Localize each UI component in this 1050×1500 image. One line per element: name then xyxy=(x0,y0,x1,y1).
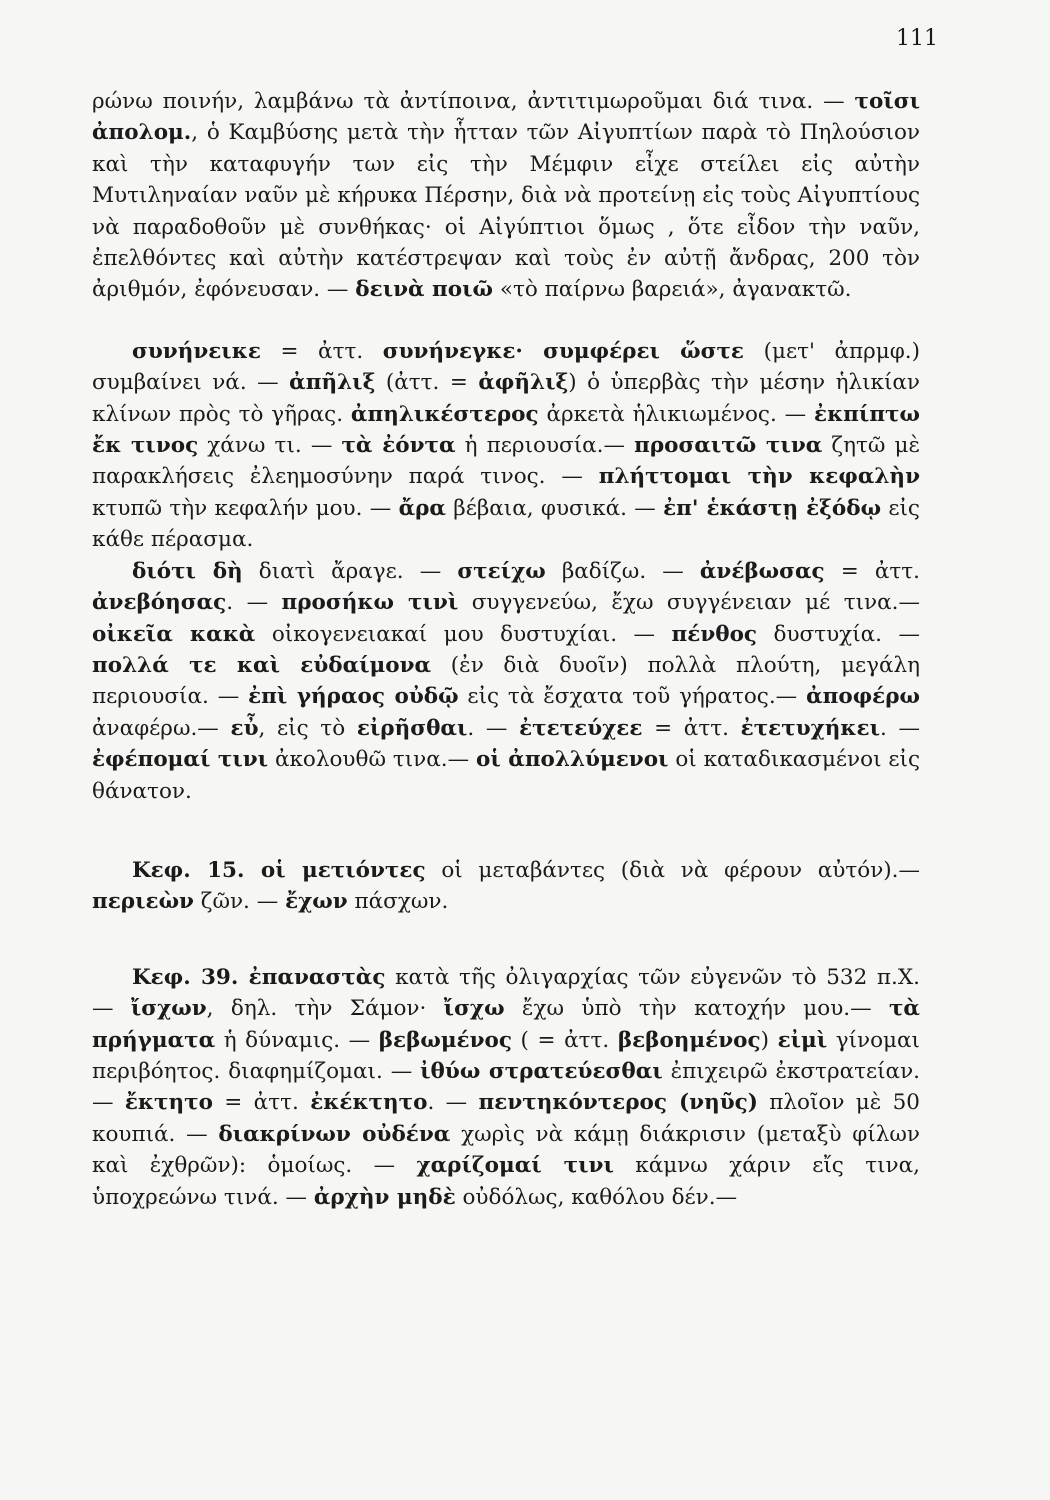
headword: Κεφ. 15. οἱ μετιόντες xyxy=(132,857,426,883)
headword: ἀνεβόησας xyxy=(92,590,227,616)
headword: ἀπῆλιξ xyxy=(289,370,376,396)
gloss-text: , δηλ. τὴν Σάμον· xyxy=(206,996,444,1022)
headword: ἀπηλικέστερος xyxy=(350,401,539,427)
gloss-text: , εἰς τὸ xyxy=(258,715,357,741)
gloss-text: ἡ δύναμις. — xyxy=(215,1027,379,1053)
gloss-text: ἀρκετὰ ἡλικιωμένος. — xyxy=(538,401,814,427)
headword: τὰ ἐόντα xyxy=(341,433,456,459)
headword: ἄρα xyxy=(398,495,446,521)
headword: βεβοημένος xyxy=(617,1027,761,1053)
headword: ἴσχω xyxy=(443,996,505,1022)
gloss-text: οὐδόλως, καθόλου δέν.— xyxy=(455,1184,738,1210)
gloss-text: ρώνω ποινήν, λαμβάνω τὰ ἀντίποινα, ἀντιτιμωροῦμαι διά τινα. — xyxy=(92,89,855,114)
gloss-text: κτυπῶ τὴν κεφαλήν μου. — xyxy=(92,495,399,521)
gloss-text: ) xyxy=(760,1027,778,1053)
headword: συνήνεικε xyxy=(132,338,261,364)
gloss-text: . — xyxy=(467,715,520,741)
gloss-text: . — xyxy=(226,590,282,616)
gloss-text: (ἐν διὰ δυοῖν) πολλὰ πλούτη, μεγάλη περιουσία. — xyxy=(92,652,920,710)
gloss-text: . — xyxy=(879,715,920,741)
gloss-text: εἰς κάθε πέρασμα. xyxy=(92,495,920,553)
headword: διακρίνων οὐδένα xyxy=(218,1121,451,1147)
gloss-text: ( = ἀττ. xyxy=(511,1027,618,1053)
gloss-text: , ὁ Καμβύσης μετὰ τὴν ἧτταν τῶν Αἰγυπτίων παρὰ τὸ Πηλούσιον καὶ τὴν καταφυγήν των εἰς τὴν Μέμφιν εἶχε στείλει εἰς αὐτὴν Μυτιληναίαν ναῦν μὲ κήρυκα Πέρσην, διὰ νὰ προτείνῃ εἰς τοὺς Αἰγυπτίους νὰ παραδοθοῦν μὲ συνθήκας· οἱ Αἰγύπτιοι ὅμως , ὅτε εἶδον τὴν ναῦν, ἐπελθόντες καὶ αὐτὴν κατέστρεψαν καὶ τοὺς ἐν αὐτῇ ἄνδρας, 200 τὸν ἀριθμόν, ἐφόνευσαν. — xyxy=(92,120,920,303)
gloss-text: κάμνω χάριν εἴς τινα, ὑποχρεώνω τινά. — xyxy=(92,1153,920,1210)
paragraph-4 xyxy=(92,855,920,918)
gloss-text: γίνομαι περιβόητος. διαφημίζομαι. — xyxy=(92,1027,920,1084)
gloss-text: ἡ περιουσία.— xyxy=(455,433,635,459)
headword: εὖ xyxy=(230,715,259,741)
headword: οἱ ἀπολλύμενοι xyxy=(476,747,669,773)
headword: πεντηκόντερος (νηῦς) xyxy=(478,1090,758,1116)
gloss-text: = ἀττ. xyxy=(260,338,383,364)
headword: τὰ πρήγματα xyxy=(92,996,920,1053)
gloss-text: ἀκολουθῶ τινα.— xyxy=(268,747,476,773)
paragraph-2 xyxy=(92,336,920,556)
gloss-text: ἀναφέρω.— xyxy=(92,715,231,741)
headword: ἔχων xyxy=(285,889,348,915)
headword: ἀρχὴν μηδὲ xyxy=(313,1184,456,1210)
headword: ἰθύω στρατεύεσθαι xyxy=(420,1058,663,1084)
gloss-text: βαδίζω. — xyxy=(545,558,700,584)
headword: προσήκω τινὶ xyxy=(281,590,459,616)
headword: οἰκεῖα κακὰ xyxy=(92,621,256,647)
headword: ἴσχων xyxy=(130,996,207,1022)
headword: περιεὼν xyxy=(92,889,194,915)
headword: συνήνεγκε· συμφέρει ὥστε xyxy=(382,338,745,364)
paragraph-5 xyxy=(92,962,920,1213)
headword: χαρίζομαί τινι xyxy=(416,1153,614,1179)
headword: εἰμὶ xyxy=(777,1027,828,1053)
headword: στείχω xyxy=(457,558,546,584)
paragraph-3 xyxy=(92,556,920,807)
gloss-text: = ἀττ. xyxy=(642,715,741,741)
gloss-text: ζητῶ μὲ παρακλήσεις ἐλεημοσύνην παρά τινος. — xyxy=(92,433,921,490)
gloss-text: πάσχων. xyxy=(347,889,449,915)
gloss-text: χωρὶς νὰ κάμῃ διάκρισιν (μεταξὺ φίλων καὶ ἐχθρῶν): ὁμοίως. — xyxy=(92,1121,920,1179)
headword: δεινὰ ποιῶ xyxy=(355,277,493,303)
headword: πολλά τε καὶ εὐδαίμονα xyxy=(92,652,432,678)
gloss-text: κατὰ τῆς ὀλιγαρχίας τῶν εὐγενῶν τὸ 532 π.Χ. — xyxy=(92,964,921,1022)
gloss-text: . — xyxy=(427,1090,479,1116)
gloss-text: οἱ καταδικασμένοι εἰς θάνατον. xyxy=(92,747,920,804)
gloss-text: «τὸ παίρνω βαρειά», ἀγανακτῶ. xyxy=(493,277,852,303)
headword: ἐφέπομαί τινι xyxy=(92,747,269,773)
gloss-text: εἰς τὰ ἔσχατα τοῦ γήρατος.— xyxy=(458,684,807,710)
gloss-text: διατὶ ἄραγε. — xyxy=(242,558,458,584)
gloss-text: πλοῖον μὲ 50 κουπιά. — xyxy=(92,1090,920,1147)
headword: ἐπ' ἑκάστῃ ἐξόδῳ xyxy=(663,495,882,521)
headword: ἐκέκτητο xyxy=(310,1090,428,1116)
headword: πένθος xyxy=(671,621,758,647)
headword: ἐτετεύχεε xyxy=(519,715,643,741)
gloss-text: ἔχω ὑπὸ τὴν κατοχήν μου.— xyxy=(504,996,889,1022)
gloss-text: ἐπιχειρῶ ἐκστρατείαν. — xyxy=(92,1058,920,1116)
headword: Κεφ. 39. ἐπαναστὰς xyxy=(132,964,386,990)
paragraph-1 xyxy=(92,86,920,306)
headword: βεβωμένος xyxy=(378,1027,512,1053)
gloss-text: οἰκογενειακαί μου δυστυχίαι. — xyxy=(255,621,672,647)
gloss-text: = ἀττ. xyxy=(212,1090,311,1116)
headword: ἐτετυχήκει xyxy=(740,715,880,741)
headword: τοῖσι ἀπολομ. xyxy=(92,89,920,146)
gloss-text: (ἀττ. = xyxy=(375,370,479,396)
headword: ἔκτητο xyxy=(124,1090,213,1116)
headword: ἐπὶ γήραος οὐδῷ xyxy=(248,684,459,710)
headword: ἀφῆλιξ xyxy=(478,370,569,396)
gloss-text: συγγενεύω, ἔχω συγγένειαν μέ τινα.— xyxy=(458,590,920,616)
gloss-text: χάνω τι. — xyxy=(198,433,342,459)
headword: ἀποφέρω xyxy=(806,684,920,710)
gloss-text: οἱ μεταβάντες (διὰ νὰ φέρουν αὐτόν).— xyxy=(425,857,920,883)
headword: διότι δὴ xyxy=(132,558,243,584)
headword: εἰρῆσθαι xyxy=(356,715,468,741)
page-number: 111 xyxy=(896,26,938,51)
gloss-text: βέβαια, φυσικά. — xyxy=(445,495,664,521)
gloss-text: δυστυχία. — xyxy=(757,621,920,647)
page-body xyxy=(92,86,920,1213)
headword: προσαιτῶ τινα xyxy=(634,433,823,459)
headword: ἀνέβωσας xyxy=(699,558,825,584)
gloss-text: ζῶν. — xyxy=(193,889,286,915)
gloss-text: ) ὁ ὑπερβὰς τὴν μέσην ἡλικίαν κλίνων πρὸς τὸ γῆρας. xyxy=(92,370,921,427)
headword: ἐκπίπτω ἔκ τινος xyxy=(92,401,920,459)
headword: πλήττομαι τὴν κεφαλὴν xyxy=(598,464,920,490)
gloss-text: = ἀττ. xyxy=(824,558,920,584)
gloss-text: (μετ' ἀπρμφ.) συμβαίνει νά. — xyxy=(92,338,920,396)
